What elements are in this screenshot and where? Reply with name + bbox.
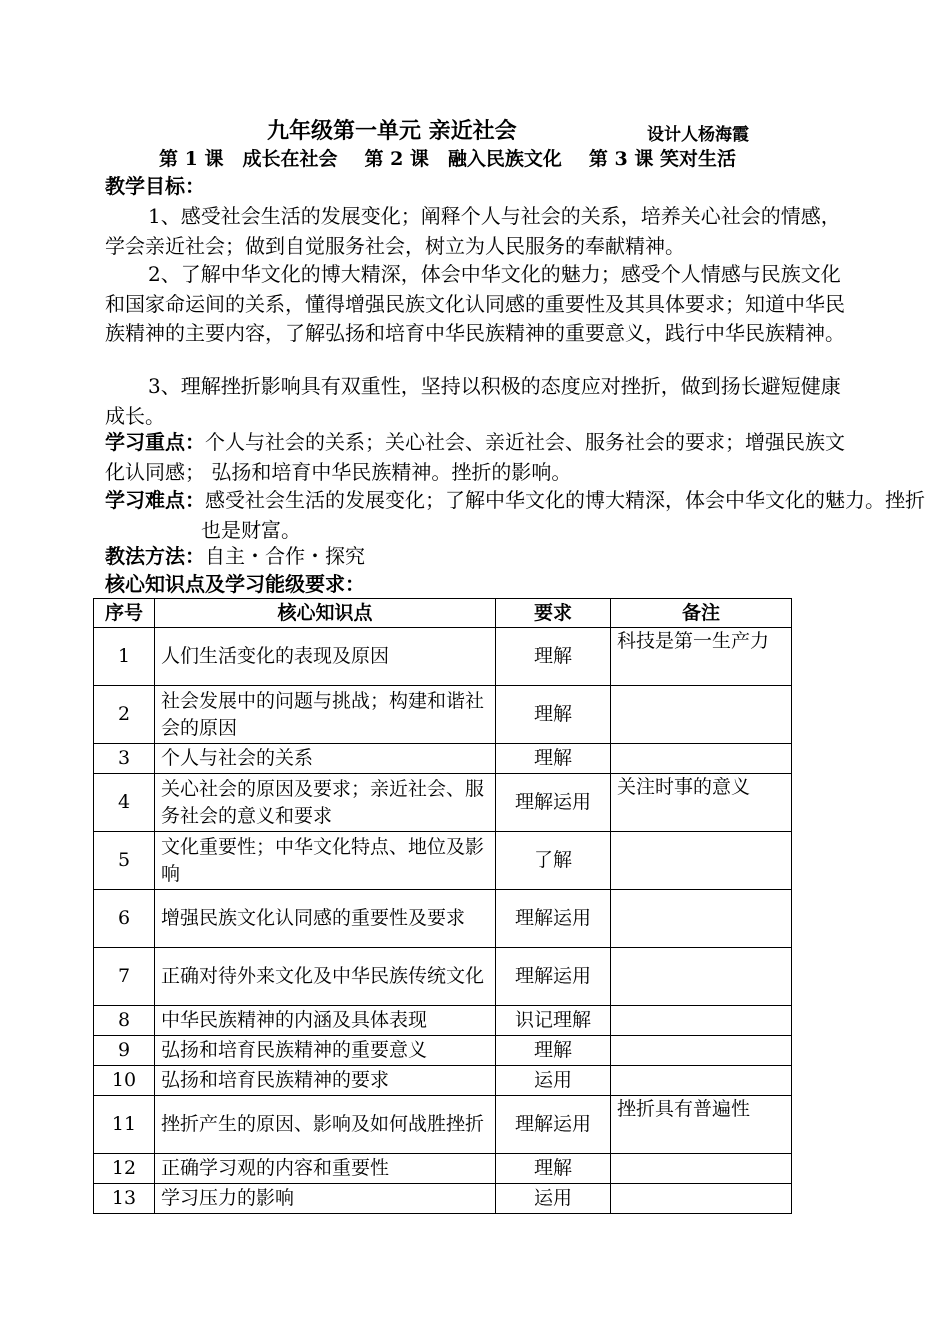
table-row (94, 832, 792, 890)
cell-point: 挫折产生的原因、影响及如何战胜挫折 (155, 1096, 496, 1154)
cell-point: 社会发展中的问题与挑战；构建和谐社会的原因 (155, 686, 496, 744)
cell-note (611, 1036, 792, 1066)
cell-point: 增强民族文化认同感的重要性及要求 (155, 890, 496, 948)
cell-num: 10 (94, 1066, 155, 1096)
header-note: 备注 (611, 599, 792, 628)
cell-note: 科技是第一生产力 (611, 628, 792, 686)
cell-note (611, 1154, 792, 1184)
cell-req: 理解运用 (496, 1096, 611, 1154)
cell-num: 2 (94, 686, 155, 744)
lesson-list (159, 144, 763, 171)
difficulties-label: 学习难点： (105, 488, 205, 512)
table-row (94, 1006, 792, 1036)
cell-req: 理解 (496, 1154, 611, 1184)
cell-req: 理解 (496, 744, 611, 774)
table-row (94, 890, 792, 948)
lesson-3: 第 3 课 笑对生活 (588, 148, 736, 170)
cell-req: 运用 (496, 1066, 611, 1096)
table-row (94, 1096, 792, 1154)
objective-3: 3、理解挫折影响具有双重性，坚持以积极的态度应对挫折，做到扬长避短健康成长。 (105, 374, 841, 428)
key-points-label: 学习重点： (105, 430, 205, 454)
cell-point: 学习压力的影响 (155, 1184, 496, 1214)
cell-req: 理解运用 (496, 890, 611, 948)
methods (105, 542, 365, 571)
cell-note (611, 1184, 792, 1214)
table-row (94, 686, 792, 744)
cell-note (611, 832, 792, 890)
cell-point: 正确学习观的内容和重要性 (155, 1154, 496, 1184)
cell-note (611, 686, 792, 744)
objectives-heading: 教学目标： (105, 174, 205, 198)
cell-note (611, 744, 792, 774)
table-heading: 核心知识点及学习能级要求： (105, 572, 365, 596)
cell-note (611, 890, 792, 948)
header-point: 核心知识点 (155, 599, 496, 628)
cell-point: 弘扬和培育民族精神的重要意义 (155, 1036, 496, 1066)
page-title: 九年级第一单元 亲近社会 (267, 118, 517, 144)
cell-req: 运用 (496, 1184, 611, 1214)
cell-num: 1 (94, 628, 155, 686)
header-req: 要求 (496, 599, 611, 628)
cell-req: 了解 (496, 832, 611, 890)
cell-num: 3 (94, 744, 155, 774)
cell-req: 识记理解 (496, 1006, 611, 1036)
table-row (94, 1036, 792, 1066)
cell-num: 9 (94, 1036, 155, 1066)
key-points (105, 428, 847, 487)
table-row (94, 744, 792, 774)
cell-req: 理解运用 (496, 774, 611, 832)
cell-point: 弘扬和培育民族精神的要求 (155, 1066, 496, 1096)
cell-point: 关心社会的原因及要求；亲近社会、服务社会的意义和要求 (155, 774, 496, 832)
cell-num: 12 (94, 1154, 155, 1184)
key-points-text: 个人与社会的关系；关心社会、亲近社会、服务社会的要求；增强民族文化认同感； 弘扬和培育中华民族精神。挫折的影响。 (105, 430, 845, 484)
cell-note: 挫折具有普遍性 (611, 1096, 792, 1154)
cell-point: 人们生活变化的表现及原因 (155, 628, 496, 686)
cell-point: 正确对待外来文化及中华民族传统文化 (155, 948, 496, 1006)
cell-req: 理解 (496, 628, 611, 686)
table-row (94, 1154, 792, 1184)
cell-num: 11 (94, 1096, 155, 1154)
cell-req: 理解 (496, 686, 611, 744)
methods-text: 自主・合作・探究 (205, 544, 365, 568)
lesson-1: 第 1 课 成长在社会 (159, 148, 338, 170)
cell-num: 4 (94, 774, 155, 832)
header-num: 序号 (94, 599, 155, 628)
cell-num: 13 (94, 1184, 155, 1214)
cell-num: 7 (94, 948, 155, 1006)
cell-note: 关注时事的意义 (611, 774, 792, 832)
cell-note (611, 1066, 792, 1096)
objective-2: 2、了解中华文化的博大精深，体会中华文化的魅力；感受个人情感与民族文化和国家命运间的关系，懂得增强民族文化认同感的重要性及其具体要求；知道中华民族精神的主要内容，了解弘扬和培育中华民族精神的重要意义，践行中华民族精神。 (105, 262, 845, 345)
table-body (94, 628, 792, 1214)
objective-1: 1、感受社会生活的发展变化；阐释个人与社会的关系，培养关心社会的情感，学会亲近社会；做到自觉服务社会，树立为人民服务的奉献精神。 (105, 204, 841, 258)
cell-point: 中华民族精神的内涵及具体表现 (155, 1006, 496, 1036)
designer-name: 设计人杨海霞 (647, 125, 749, 145)
table-header-row (94, 599, 792, 628)
cell-note (611, 1006, 792, 1036)
cell-point: 个人与社会的关系 (155, 744, 496, 774)
cell-num: 8 (94, 1006, 155, 1036)
difficulties (105, 486, 943, 545)
table-row (94, 948, 792, 1006)
methods-label: 教法方法： (105, 544, 205, 568)
cell-num: 6 (94, 890, 155, 948)
cell-point: 文化重要性；中华文化特点、地位及影响 (155, 832, 496, 890)
table-row (94, 1066, 792, 1096)
cell-num: 5 (94, 832, 155, 890)
difficulties-text: 感受社会生活的发展变化；了解中华文化的博大精深，体会中华文化的魅力。挫折也是财富。 (201, 488, 925, 542)
cell-req: 理解 (496, 1036, 611, 1066)
cell-note (611, 948, 792, 1006)
lesson-2: 第 2 课 融入民族文化 (364, 148, 562, 170)
table-row (94, 628, 792, 686)
table-row (94, 774, 792, 832)
cell-req: 理解运用 (496, 948, 611, 1006)
knowledge-table (93, 598, 792, 1214)
table-row (94, 1184, 792, 1214)
